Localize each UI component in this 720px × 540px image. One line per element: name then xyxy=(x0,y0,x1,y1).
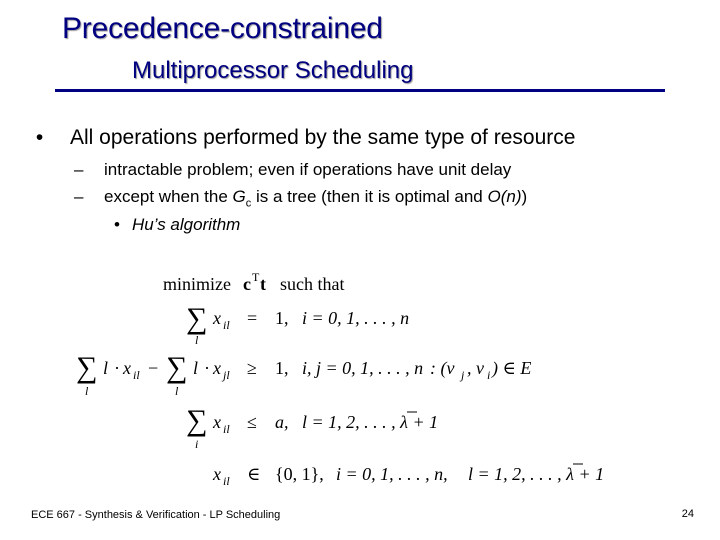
sub-bullet-1-text: intractable problem; even if operations have unit delay xyxy=(104,160,512,179)
slide-footer: ECE 667 - Synthesis & Verification - LP Scheduling xyxy=(31,509,281,521)
condition: l = 1, 2, . . . , λ + 1 xyxy=(302,412,439,432)
relation: = xyxy=(247,308,258,328)
edge-mid: , v xyxy=(467,358,484,378)
bullet-dot-icon: • xyxy=(30,126,44,149)
page-number: 24 xyxy=(681,508,694,520)
var-sub: jl xyxy=(223,368,230,382)
var-sub: il xyxy=(223,474,230,488)
big-o-notation: O(n) xyxy=(487,187,522,206)
rhs: {0, 1}, xyxy=(275,464,324,484)
var-sub: il xyxy=(223,318,230,332)
edge-j: j xyxy=(461,368,465,382)
sum-icon: ∑ xyxy=(186,302,208,335)
constraint-1 xyxy=(186,302,409,347)
objective-c: c xyxy=(243,274,251,294)
slide-title: Precedence-constrained xyxy=(62,12,383,45)
sum-icon: ∑ xyxy=(76,351,98,384)
var-x: x xyxy=(213,464,221,484)
var-x: x xyxy=(213,358,221,378)
var-sub: il xyxy=(133,368,140,382)
relation: ≤ xyxy=(247,412,257,432)
sum-index: l xyxy=(175,384,179,398)
edge-close: ) ∈ E xyxy=(492,358,532,378)
constraint-4 xyxy=(212,464,604,488)
var-sub: il xyxy=(223,422,230,436)
edge-i: i xyxy=(487,368,491,382)
edge-open: : (v xyxy=(430,358,455,378)
rhs: 1, xyxy=(275,358,289,378)
relation: ∈ xyxy=(247,464,261,484)
var-x: x xyxy=(123,358,131,378)
condition: i, j = 0, 1, . . . , n xyxy=(302,358,424,378)
sub-bullet-2-text-a: except when the xyxy=(104,187,233,206)
sum-index: i xyxy=(195,437,199,451)
sub-bullet-2-text-c: ) xyxy=(521,187,528,206)
sum-index: l xyxy=(195,333,199,347)
sum-icon: ∑ xyxy=(186,404,208,437)
rhs: 1, xyxy=(275,308,289,328)
sum-index: l xyxy=(85,384,89,398)
ilp-formulation xyxy=(70,268,630,498)
constraint-2 xyxy=(76,351,531,398)
coef-l: l xyxy=(103,358,109,378)
relation: ≥ xyxy=(247,358,257,378)
sub-sub-bullet-text: Hu’s algorithm xyxy=(132,215,241,234)
dash-icon: – xyxy=(74,187,84,206)
dot: · xyxy=(204,358,210,378)
sub-bullet-2 xyxy=(74,187,527,209)
condition: i = 0, 1, . . . , n xyxy=(302,308,410,328)
bullet-dot-icon: • xyxy=(114,215,120,234)
sub-sub-bullet xyxy=(114,215,240,235)
dot: · xyxy=(114,358,120,378)
objective-transpose: T xyxy=(252,270,260,284)
title-underline xyxy=(55,89,665,92)
condition-2: l = 1, 2, . . . , λ + 1 xyxy=(468,464,605,484)
such-that-label: such that xyxy=(280,274,345,294)
bullet-main-text: All operations performed by the same type of resource xyxy=(70,126,576,149)
gc-subscript: c xyxy=(245,197,252,210)
constraint-3 xyxy=(186,404,438,451)
var-x: x xyxy=(213,412,221,432)
coef-l: l xyxy=(193,358,199,378)
slide-subtitle: Multiprocessor Scheduling xyxy=(132,57,414,84)
sub-bullet-1 xyxy=(74,160,511,180)
bullet-main xyxy=(30,126,575,150)
objective-t: t xyxy=(260,274,266,294)
minus: − xyxy=(148,358,159,378)
gc-variable: G xyxy=(232,187,246,206)
sum-icon: ∑ xyxy=(166,351,188,384)
minimize-label: minimize xyxy=(163,274,231,294)
dash-icon: – xyxy=(74,160,84,179)
sub-bullet-2-text-b: is a tree (then it is optimal and xyxy=(251,187,488,206)
condition-1: i = 0, 1, . . . , n, xyxy=(336,464,448,484)
var-x: x xyxy=(213,308,221,328)
rhs: a, xyxy=(275,412,289,432)
